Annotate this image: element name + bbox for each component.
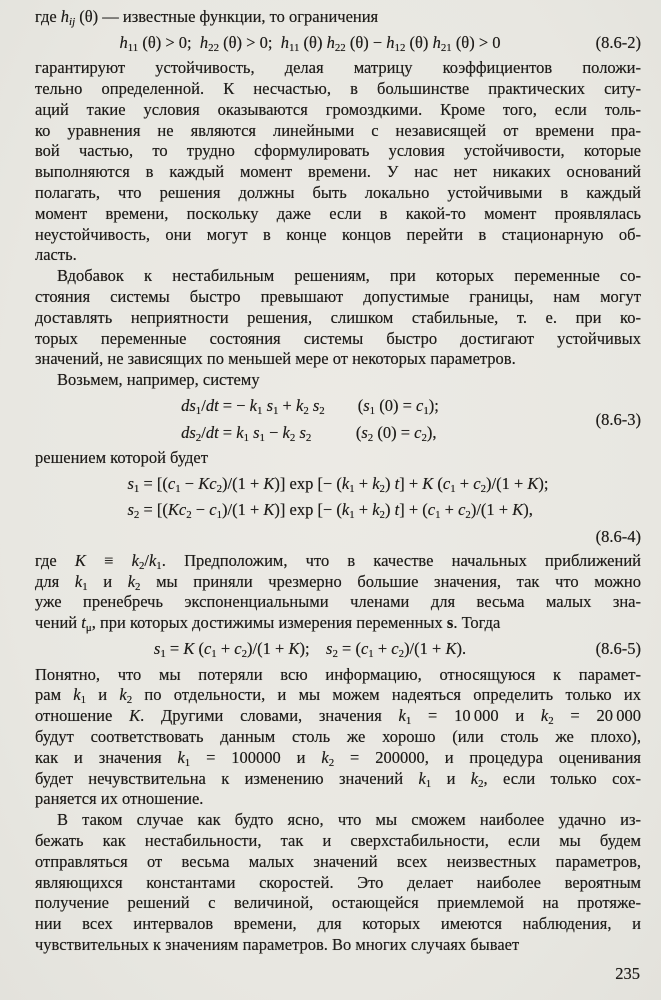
text-line: В таком случае как будто ясно, что мы сможем наиболее удачно из- [57, 810, 641, 830]
equation [35, 30, 641, 57]
text-line: полагать, что решения должны быть локально устойчивыми в каждый [35, 183, 641, 203]
text-line: Понятно, что мы потеряли всю информацию, относящуюся к парамет- [35, 664, 641, 684]
paragraph [35, 665, 641, 811]
text-line: аций такие условия оказываются громоздкими. Кроме того, если толь- [35, 99, 641, 119]
equation-number: (8.6-3) [595, 409, 641, 429]
text-line: где $K \equiv k_2/k_1$. Предположим, что в качестве начальных приближений [35, 550, 641, 572]
paragraph [35, 810, 641, 956]
page-number: 235 [615, 963, 640, 983]
equation-line: $s_2 = [(Kc_2 - c_1)/(1 + K)]$ exp [− $(k_1 + k_2) t] + (c_1 + c_2)/(1 + K)$, [127, 500, 533, 522]
paragraph [35, 448, 641, 469]
text-line: выполняются в каждый момент времени. У нас нет никаких оснований [35, 162, 641, 182]
equation [35, 636, 641, 663]
equation-line: $ds_1/dt$ = − $k_1$ $s_1 + k_2$ $s_2$ ($s_1$ $(0) = c_1$); [181, 396, 439, 418]
text-line: бежать как нестабильности, так и сверхстабильности, если мы будем [35, 830, 641, 850]
text-line: рам $k_1$ и $k_2$ по отдельности, и мы можем надеяться определить только их [35, 685, 641, 707]
text-line: отправляться от весьма малых значений всех неизвестных параметров, [35, 851, 641, 871]
equation-number: (8.6-5) [595, 639, 641, 659]
text-line: доставлять неприятности решения, слишком стабильные, т. е. при ко- [35, 307, 641, 327]
text-line: Вдобавок к нестабильным решениям, при которых переменные со- [57, 266, 641, 286]
text-line: Возьмем, например, систему [57, 370, 260, 390]
text-line: будут соответствовать данным столь же хорошо (или столь же плохо), [35, 726, 641, 746]
text-line: торых переменные состояния системы быстро достигают устойчивых [35, 328, 641, 348]
text-line: стояния системы быстро превышают допустимые границы, нам могут [35, 287, 641, 307]
text-line: получение решений с величиной, остающейся приемлемой на протяже- [35, 893, 641, 913]
text-line: чувствительных к значениям параметров. Во многих случаях бывает [35, 934, 520, 954]
text-line: момент времени, поскольку даже если в какой-то момент проявлялась [35, 203, 641, 223]
text-line: уже пренебречь экспоненциальными членами для весьма малых зна- [35, 592, 641, 612]
equation [35, 471, 641, 549]
text-line: гарантируют устойчивость, делая матрицу коэффициентов положи- [35, 58, 641, 78]
text-line: где $h_{ij}$ (θ) — известные функции, то ограничения [35, 7, 379, 29]
equation-body [127, 471, 548, 524]
equation-body [181, 393, 439, 446]
equation-body [154, 636, 466, 663]
text-line: нии всех интервалов времени, для которых имеются наблюдения, и [35, 914, 641, 934]
equation [35, 393, 641, 446]
text-body [35, 7, 641, 956]
equation-line: $h_{11}$ (θ) > 0; $h_{22}$ (θ) > 0; $h_{11}$ (θ) $h_{22}$ $(\theta) - h_{12}$ (θ) $h_{21}$ (θ) > 0 [119, 32, 501, 54]
text-line: отношение K. Другими словами, значения $k_1 = 10$ 000 и $k_2 = 20$ 000 [35, 706, 641, 728]
text-line: неустойчивость, они могут в конце концов перейти в стационарную об- [35, 224, 641, 244]
text-line: вой частью, то трудно сформулировать условия устойчивости, которые [35, 141, 641, 161]
text-line: значений, не зависящих по меньшей мере от некоторых параметров. [35, 349, 516, 369]
text-line: раняется их отношение. [35, 789, 204, 809]
text-line: для $k_1$ и $k_2$ мы приняли чрезмерно большие значения, так что можно [35, 571, 641, 593]
equation-line: $ds_2/dt = k_1$ $s_1 - k_2$ $s_2$ ($s_2$ $(0) = c_2$), [181, 422, 437, 444]
text-line: ласть. [35, 245, 77, 265]
text-line: тельно определенной. К несчастью, в большинстве практических ситу- [35, 79, 641, 99]
equation-body [119, 30, 500, 57]
text-line: как и значения $k_1 = 100000$ и $k_2 = 200000$, и процедура оценивания [35, 747, 641, 769]
paragraph [35, 370, 641, 391]
equation-number: (8.6-4) [595, 526, 641, 546]
text-line: решением которой будет [35, 448, 208, 468]
equation-number: (8.6-2) [595, 33, 641, 53]
text-line: чений $t_\mu$, при которых достижимы измерения переменных s. Тогда [35, 613, 501, 635]
text-line: являющихся константами скоростей. Это делает наиболее вероятным [35, 872, 641, 892]
equation-line: $s_1 = K$ $(c_1 + c_2)/(1 + K)$; $s_2 = (c_1 + c_2)/(1 + K)$. [153, 639, 467, 661]
paragraph [35, 58, 641, 266]
text-line: будет нечувствительна к изменению значений $k_1$ и $k_2$, если только сох- [35, 768, 641, 790]
text-line: ко уравнения не являются линейными с независящей от времени пра- [35, 120, 641, 140]
equation-line: $s_1 = [(c_1 - Kc_2)/(1 + K)]$ exp [− $(k_1 + k_2) t] + K$ $(c_1 + c_2)/(1 + K)$; [127, 473, 549, 495]
paragraph [35, 266, 641, 370]
paragraph [35, 551, 641, 634]
paragraph [35, 7, 641, 28]
